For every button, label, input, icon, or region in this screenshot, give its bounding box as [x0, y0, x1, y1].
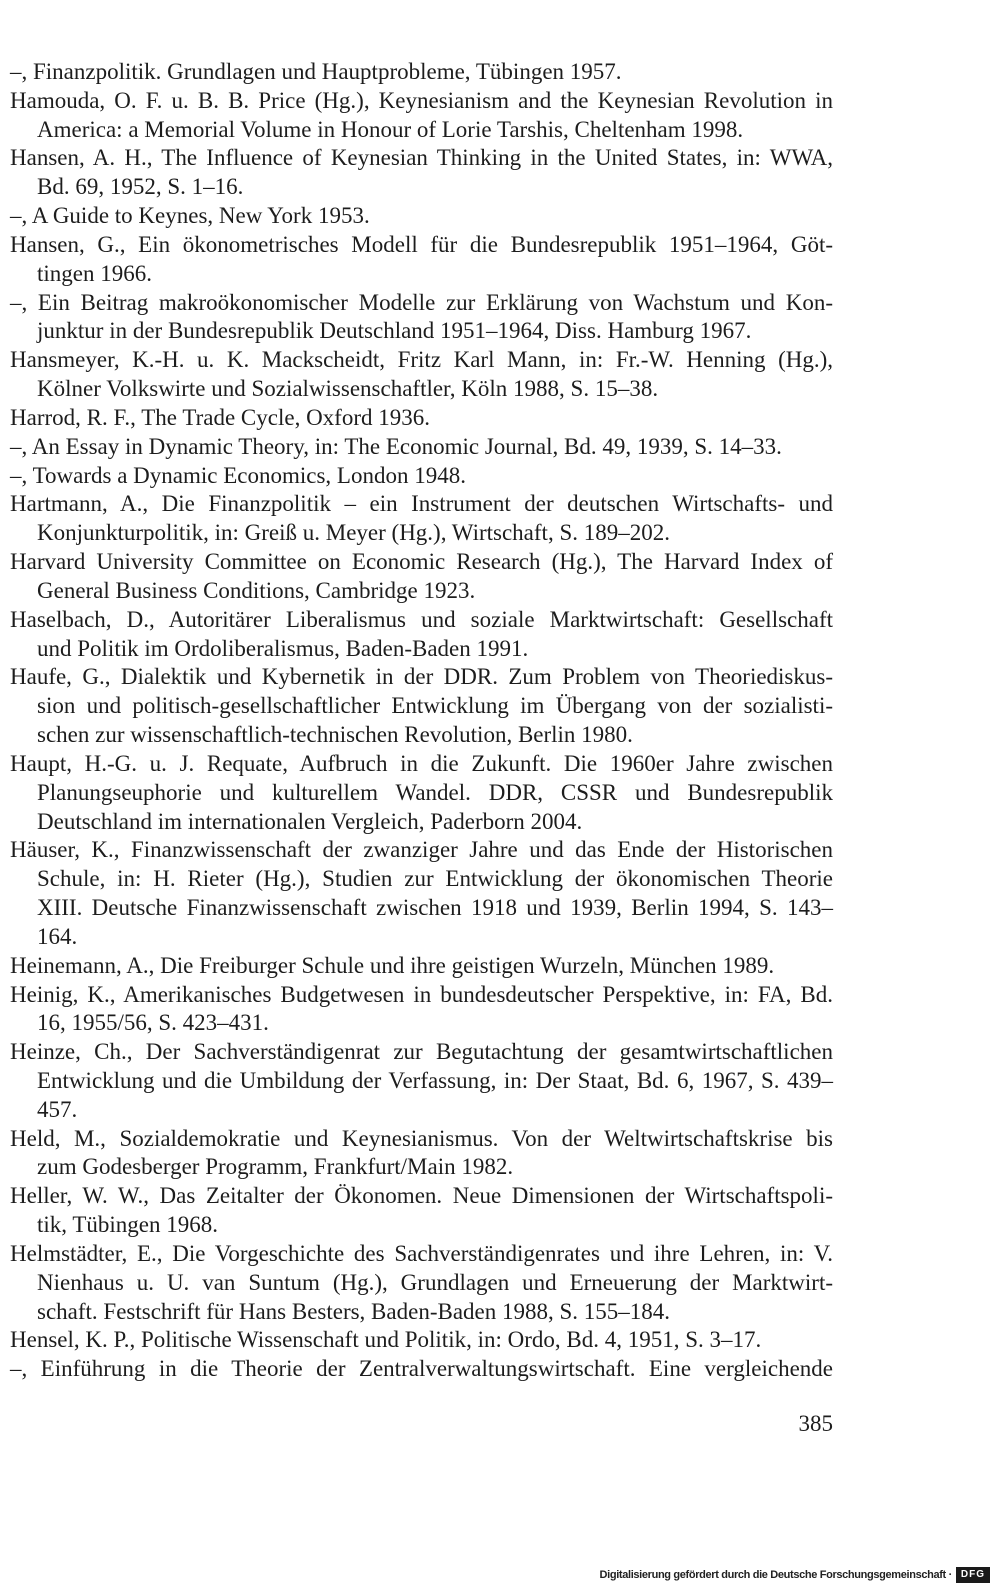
- entry-line: Heller, W. W., Das Zeitalter der Ökonomen. Neue Dimensionen der Wirtschaftspoli-: [10, 1183, 833, 1209]
- bibliography-entry: [10, 462, 833, 491]
- entry-line: Entwicklung und die Umbildung der Verfassung, in: Der Staat, Bd. 6, 1967, S. 439–: [37, 1067, 833, 1093]
- bibliography-entry: [10, 1038, 833, 1124]
- entry-line: Haupt, H.-G. u. J. Requate, Aufbruch in die Zukunft. Die 1960er Jahre zwischen: [10, 750, 833, 776]
- entry-line: –, Towards a Dynamic Economics, London 1948.: [10, 462, 466, 488]
- entry-line: Harrod, R. F., The Trade Cycle, Oxford 1936.: [10, 404, 430, 430]
- bibliography-entry: [10, 231, 833, 289]
- bibliography-entry: [10, 289, 833, 347]
- entry-line: Held, M., Sozialdemokratie und Keynesianismus. Von der Weltwirtschaftskrise bis: [10, 1125, 833, 1151]
- entry-line: junktur in der Bundesrepublik Deutschland 1951–1964, Diss. Hamburg 1967.: [37, 318, 752, 344]
- entry-line: Harvard University Committee on Economic Research (Hg.), The Harvard Index of: [10, 549, 833, 575]
- entry-line: Heinig, K., Amerikanisches Budgetwesen in bundesdeutscher Perspektive, in: FA, Bd.: [10, 981, 833, 1007]
- entry-line: Nienhaus u. U. van Suntum (Hg.), Grundlagen und Erneuerung der Marktwirt-: [37, 1269, 833, 1295]
- entry-line: –, Einführung in die Theorie der Zentralverwaltungswirtschaft. Eine vergleichende: [10, 1356, 833, 1382]
- bibliography-entry: [10, 1240, 833, 1326]
- entry-line: Heinemann, A., Die Freiburger Schule und ihre geistigen Wurzeln, München 1989.: [10, 952, 775, 978]
- entry-line: –, An Essay in Dynamic Theory, in: The Economic Journal, Bd. 49, 1939, S. 14–33.: [10, 433, 782, 459]
- bibliography-entry: [10, 202, 833, 231]
- entry-line: Häuser, K., Finanzwissenschaft der zwanziger Jahre und das Ende der Historischen: [10, 837, 833, 863]
- bibliography-entry: [10, 1125, 833, 1183]
- bibliography-entry: [10, 433, 833, 462]
- bibliography-entry: [10, 58, 833, 87]
- page-number: 385: [798, 1411, 833, 1436]
- entry-line: Helmstädter, E., Die Vorgeschichte des Sachverständigenrates und ihre Lehren, in: V.: [10, 1240, 833, 1266]
- entry-line: tingen 1966.: [37, 260, 152, 286]
- bibliography-entry: [10, 836, 833, 951]
- bibliography-entry: [10, 750, 833, 836]
- bibliography-entry: [10, 981, 833, 1039]
- entry-line: Planungseuphorie und kulturellem Wandel. DDR, CSSR und Bundesrepublik: [37, 779, 833, 805]
- entry-line: America: a Memorial Volume in Honour of Lorie Tarshis, Cheltenham 1998.: [37, 116, 744, 142]
- footer-text: Digitalisierung gefördert durch die Deutsche Forschungsgemeinschaft ·: [599, 1568, 952, 1581]
- entry-line: schen zur wissenschaftlich-technischen Revolution, Berlin 1980.: [37, 722, 633, 748]
- bibliography-entry: [10, 1182, 833, 1240]
- bibliography-list: [10, 58, 833, 1384]
- bibliography-entry: [10, 346, 833, 404]
- bibliography-entry: [10, 144, 833, 202]
- bibliography-entry: [10, 87, 833, 145]
- bibliography-entry: [10, 952, 833, 981]
- entry-line: XIII. Deutsche Finanzwissenschaft zwischen 1918 und 1939, Berlin 1994, S. 143–: [37, 895, 833, 921]
- bibliography-entry: [10, 548, 833, 606]
- entry-line: tik, Tübingen 1968.: [37, 1212, 219, 1238]
- bibliography-entry: [10, 404, 833, 433]
- entry-line: Haufe, G., Dialektik und Kybernetik in der DDR. Zum Problem von Theoriediskus-: [10, 664, 833, 690]
- entry-line: Hansen, G., Ein ökonometrisches Modell für die Bundesrepublik 1951–1964, Göt-: [10, 231, 833, 257]
- entry-line: und Politik im Ordoliberalismus, Baden-Baden 1991.: [37, 635, 529, 661]
- dfg-logo-icon: DFG: [956, 1567, 990, 1583]
- entry-line: Hansen, A. H., The Influence of Keynesian Thinking in the United States, in: WWA,: [10, 145, 833, 171]
- entry-line: Deutschland im internationalen Vergleich, Paderborn 2004.: [37, 808, 583, 834]
- entry-line: Bd. 69, 1952, S. 1–16.: [37, 174, 244, 200]
- entry-line: schaft. Festschrift für Hans Besters, Baden-Baden 1988, S. 155–184.: [37, 1298, 671, 1324]
- entry-line: 16, 1955/56, S. 423–431.: [37, 1010, 269, 1036]
- entry-line: 164.: [37, 923, 78, 949]
- entry-line: Heinze, Ch., Der Sachverständigenrat zur Begutachtung der gesamtwirtschaftlichen: [10, 1039, 833, 1065]
- entry-line: –, A Guide to Keynes, New York 1953.: [10, 203, 370, 229]
- entry-line: 457.: [37, 1096, 78, 1122]
- entry-line: zum Godesberger Programm, Frankfurt/Main 1982.: [37, 1154, 514, 1180]
- entry-line: General Business Conditions, Cambridge 1923.: [37, 577, 476, 603]
- entry-line: Haselbach, D., Autoritärer Liberalismus und soziale Marktwirtschaft: Gesellschaft: [10, 606, 833, 632]
- bibliography-entry: [10, 606, 833, 664]
- bibliography-entry: [10, 663, 833, 749]
- entry-line: –, Ein Beitrag makroökonomischer Modelle zur Erklärung von Wachstum und Kon-: [10, 289, 833, 315]
- entry-line: Hamouda, O. F. u. B. B. Price (Hg.), Keynesianism and the Keynesian Revolution in: [10, 87, 833, 113]
- entry-line: Konjunkturpolitik, in: Greiß u. Meyer (Hg.), Wirtschaft, S. 189–202.: [37, 520, 670, 546]
- entry-line: Kölner Volkswirte und Sozialwissenschaftler, Köln 1988, S. 15–38.: [37, 376, 659, 402]
- entry-line: –, Finanzpolitik. Grundlagen und Hauptprobleme, Tübingen 1957.: [10, 59, 622, 84]
- entry-line: Hartmann, A., Die Finanzpolitik – ein Instrument der deutschen Wirtschafts- und: [10, 491, 833, 517]
- entry-line: Schule, in: H. Rieter (Hg.), Studien zur Entwicklung der ökonomischen Theorie: [37, 866, 833, 892]
- digitization-footer: [600, 1567, 990, 1583]
- entry-line: Hensel, K. P., Politische Wissenschaft und Politik, in: Ordo, Bd. 4, 1951, S. 3–17.: [10, 1327, 762, 1353]
- bibliography-entry: [10, 490, 833, 548]
- entry-line: sion und politisch-gesellschaftlicher Entwicklung im Übergang von der sozialisti-: [37, 693, 833, 719]
- entry-line: Hansmeyer, K.-H. u. K. Mackscheidt, Fritz Karl Mann, in: Fr.-W. Henning (Hg.),: [10, 347, 833, 373]
- bibliography-entry: [10, 1355, 833, 1384]
- bibliography-entry: [10, 1326, 833, 1355]
